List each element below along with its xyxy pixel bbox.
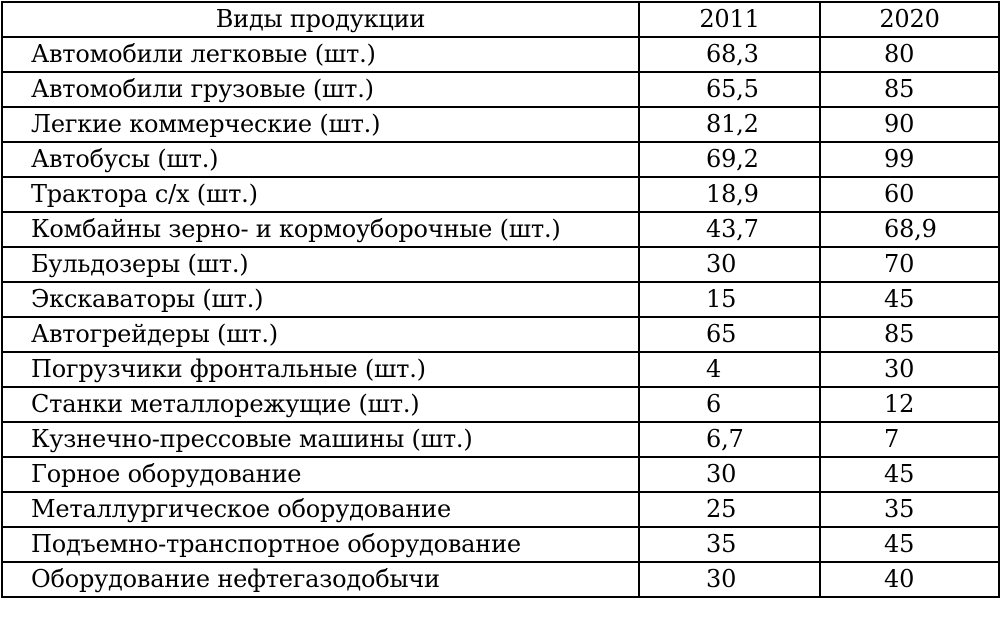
table-body bbox=[2, 37, 999, 597]
value-2011-cell: 15 bbox=[639, 282, 820, 317]
value-2011-cell: 6,7 bbox=[639, 422, 820, 457]
product-name-cell: Станки металлорежущие (шт.) bbox=[2, 387, 639, 422]
column-header-2011: 2011 bbox=[639, 2, 820, 37]
product-name-cell: Комбайны зерно- и кормоуборочные (шт.) bbox=[2, 212, 639, 247]
value-2020-cell: 30 bbox=[820, 352, 999, 387]
table-row bbox=[2, 142, 999, 177]
production-table bbox=[1, 1, 1000, 598]
table-row bbox=[2, 177, 999, 212]
table-row bbox=[2, 492, 999, 527]
product-name-cell: Погрузчики фронтальные (шт.) bbox=[2, 352, 639, 387]
value-2011-cell: 81,2 bbox=[639, 107, 820, 142]
value-2020-cell: 60 bbox=[820, 177, 999, 212]
value-2011-cell: 30 bbox=[639, 247, 820, 282]
table-row bbox=[2, 107, 999, 142]
table-row bbox=[2, 247, 999, 282]
value-2020-cell: 68,9 bbox=[820, 212, 999, 247]
value-2020-cell: 12 bbox=[820, 387, 999, 422]
product-name-cell: Трактора с/х (шт.) bbox=[2, 177, 639, 212]
value-2020-cell: 85 bbox=[820, 72, 999, 107]
value-2011-cell: 25 bbox=[639, 492, 820, 527]
value-2020-cell: 45 bbox=[820, 457, 999, 492]
value-2011-cell: 43,7 bbox=[639, 212, 820, 247]
table-row bbox=[2, 37, 999, 72]
value-2011-cell: 69,2 bbox=[639, 142, 820, 177]
product-name-cell: Легкие коммерческие (шт.) bbox=[2, 107, 639, 142]
value-2020-cell: 35 bbox=[820, 492, 999, 527]
table-row bbox=[2, 212, 999, 247]
value-2011-cell: 35 bbox=[639, 527, 820, 562]
product-name-cell: Автомобили легковые (шт.) bbox=[2, 37, 639, 72]
value-2011-cell: 4 bbox=[639, 352, 820, 387]
value-2011-cell: 65,5 bbox=[639, 72, 820, 107]
value-2020-cell: 99 bbox=[820, 142, 999, 177]
value-2020-cell: 80 bbox=[820, 37, 999, 72]
value-2020-cell: 45 bbox=[820, 282, 999, 317]
value-2011-cell: 30 bbox=[639, 457, 820, 492]
product-name-cell: Автомобили грузовые (шт.) bbox=[2, 72, 639, 107]
header-row bbox=[2, 2, 999, 37]
value-2020-cell: 7 bbox=[820, 422, 999, 457]
table-row bbox=[2, 282, 999, 317]
table-row bbox=[2, 527, 999, 562]
table-row bbox=[2, 317, 999, 352]
product-name-cell: Кузнечно-прессовые машины (шт.) bbox=[2, 422, 639, 457]
value-2011-cell: 18,9 bbox=[639, 177, 820, 212]
value-2020-cell: 70 bbox=[820, 247, 999, 282]
value-2011-cell: 6 bbox=[639, 387, 820, 422]
column-header-product: Виды продукции bbox=[2, 2, 639, 37]
value-2020-cell: 90 bbox=[820, 107, 999, 142]
table-row bbox=[2, 387, 999, 422]
value-2020-cell: 85 bbox=[820, 317, 999, 352]
product-name-cell: Бульдозеры (шт.) bbox=[2, 247, 639, 282]
value-2020-cell: 40 bbox=[820, 562, 999, 597]
table-row bbox=[2, 422, 999, 457]
product-name-cell: Автогрейдеры (шт.) bbox=[2, 317, 639, 352]
product-name-cell: Оборудование нефтегазодобычи bbox=[2, 562, 639, 597]
value-2020-cell: 45 bbox=[820, 527, 999, 562]
value-2011-cell: 65 bbox=[639, 317, 820, 352]
value-2011-cell: 68,3 bbox=[639, 37, 820, 72]
product-name-cell: Экскаваторы (шт.) bbox=[2, 282, 639, 317]
value-2011-cell: 30 bbox=[639, 562, 820, 597]
product-name-cell: Горное оборудование bbox=[2, 457, 639, 492]
table-row bbox=[2, 562, 999, 597]
product-name-cell: Автобусы (шт.) bbox=[2, 142, 639, 177]
product-name-cell: Металлургическое оборудование bbox=[2, 492, 639, 527]
product-name-cell: Подъемно-транспортное оборудование bbox=[2, 527, 639, 562]
table-row bbox=[2, 352, 999, 387]
column-header-2020: 2020 bbox=[820, 2, 999, 37]
table-row bbox=[2, 457, 999, 492]
table-row bbox=[2, 72, 999, 107]
